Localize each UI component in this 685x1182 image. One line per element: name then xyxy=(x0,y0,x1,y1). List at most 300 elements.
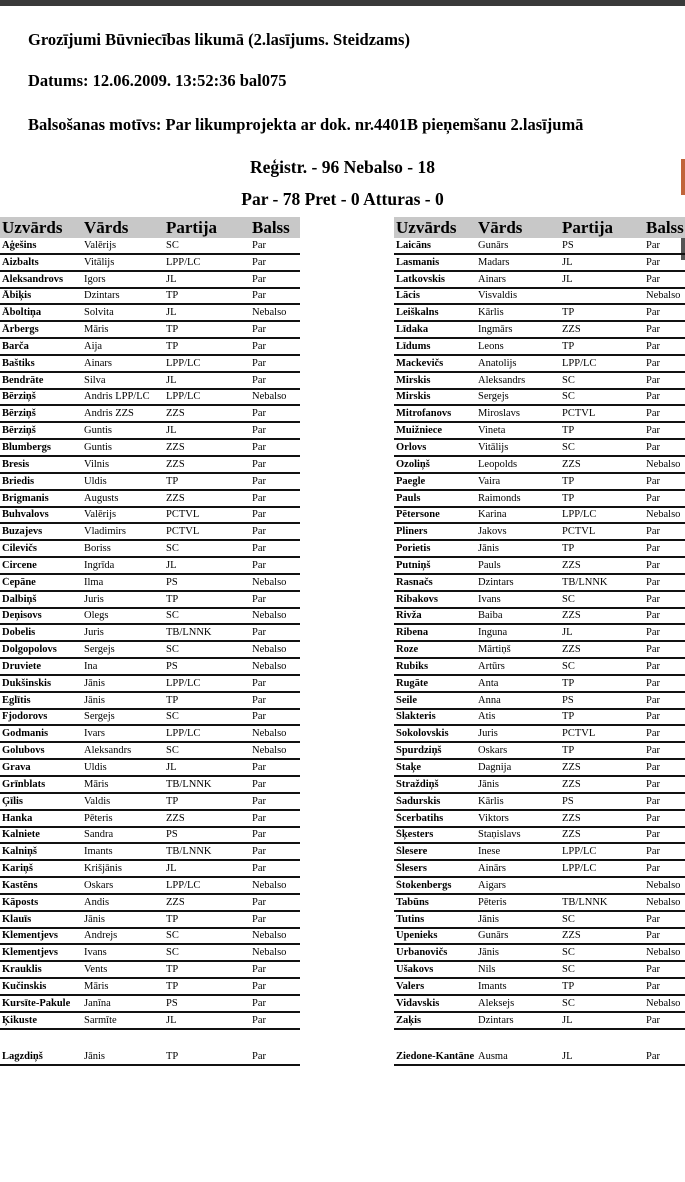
vote-cell: Par xyxy=(252,677,266,689)
party-cell: SC xyxy=(562,593,575,605)
party-cell: PS xyxy=(166,576,178,588)
table-row xyxy=(0,356,300,373)
surname-cell: Blumbergs xyxy=(2,441,52,453)
vote-cell: Par xyxy=(252,812,266,824)
surname-cell: Circene xyxy=(2,559,37,571)
name-cell: Ingrīda xyxy=(84,559,115,571)
party-cell: LPP/LC xyxy=(166,677,201,689)
table-row xyxy=(0,929,300,946)
surname-cell: Seile xyxy=(396,694,417,706)
name-cell: Anatolijs xyxy=(478,357,517,369)
name-cell: Gunārs xyxy=(478,239,509,251)
name-cell: Jānis xyxy=(84,677,105,689)
surname-cell: Hanka xyxy=(2,812,33,824)
table-row xyxy=(0,912,300,929)
header-party: Partija xyxy=(166,217,217,237)
party-cell: LPP/LC xyxy=(562,846,597,858)
party-cell: TP xyxy=(166,475,179,487)
surname-cell: Bendrāte xyxy=(2,374,44,386)
name-cell: Imants xyxy=(84,846,113,858)
party-cell: TP xyxy=(562,492,575,504)
vote-table-right xyxy=(394,217,685,1066)
summary-votes: Par - 78 Pret - 0 Atturas - 0 xyxy=(241,189,444,209)
name-cell: Silva xyxy=(84,374,106,386)
table-row xyxy=(0,406,300,423)
name-cell: Jānis xyxy=(84,1050,105,1062)
vote-cell: Par xyxy=(646,627,660,639)
surname-cell: Šcerbatihs xyxy=(396,812,444,824)
name-cell: Sandra xyxy=(84,829,114,841)
vote-cell: Nebalso xyxy=(252,745,287,757)
party-cell: JL xyxy=(166,559,177,571)
name-cell: Solvita xyxy=(84,307,114,319)
name-cell: Uldis xyxy=(84,762,107,773)
name-cell: Ina xyxy=(84,660,98,672)
name-cell: Olegs xyxy=(84,610,109,622)
surname-cell: Kariņš xyxy=(2,863,33,875)
vote-cell: Par xyxy=(252,762,266,773)
name-cell: Ivans xyxy=(84,947,107,959)
name-cell: Aleksejs xyxy=(478,997,515,1009)
vote-cell: Par xyxy=(646,576,660,588)
party-cell xyxy=(562,302,646,303)
party-cell: ZZS xyxy=(562,610,581,622)
name-cell: Leons xyxy=(478,340,504,352)
table-row xyxy=(394,945,685,962)
table-row xyxy=(0,575,300,592)
party-cell: PS xyxy=(562,795,574,807)
party-cell: TP xyxy=(562,425,575,437)
name-cell: Nils xyxy=(478,964,496,976)
vote-cell: Par xyxy=(646,492,660,504)
table-row xyxy=(0,423,300,440)
vote-cell: Par xyxy=(646,391,660,403)
vote-cell: Par xyxy=(252,913,266,925)
table-row xyxy=(0,659,300,676)
party-cell: SC xyxy=(562,391,575,403)
surname-cell: Laicāns xyxy=(396,239,432,251)
vote-cell: Par xyxy=(252,273,266,285)
party-cell: JL xyxy=(562,627,573,639)
table-row xyxy=(394,238,685,255)
surname-cell: Cilevičs xyxy=(2,543,37,555)
party-cell: SC xyxy=(166,610,179,622)
surname-cell: Mirskis xyxy=(396,391,431,403)
name-cell: Ingmārs xyxy=(478,324,513,336)
name-cell: Leopolds xyxy=(478,458,518,470)
table-row xyxy=(0,710,300,727)
name-cell: Imants xyxy=(478,980,507,992)
surname-cell: Ābiķis xyxy=(2,290,32,302)
surname-cell: Barča xyxy=(2,340,29,352)
surname-cell: Orlovs xyxy=(396,441,427,453)
name-cell: Vilnis xyxy=(84,458,110,470)
vote-cell: Par xyxy=(646,1014,660,1026)
name-cell: Vents xyxy=(84,964,108,976)
name-cell: Krišjānis xyxy=(84,863,122,875)
table-row xyxy=(394,912,685,929)
name-cell: Igors xyxy=(84,273,106,285)
motive-line: Balsošanas motīvs: Par likumprojekta ar dok. nr.4401B pieņemšanu 2.lasījumā xyxy=(28,115,584,134)
party-cell: JL xyxy=(166,863,177,875)
table-body xyxy=(394,238,685,1066)
surname-cell: Štokenbergs xyxy=(396,879,452,891)
vote-cell: Par xyxy=(646,256,660,268)
surname-cell: Ģīlis xyxy=(2,795,24,807)
name-cell: Valērijs xyxy=(84,509,117,521)
table-row xyxy=(394,844,685,861)
name-cell: Jakovs xyxy=(478,526,507,538)
header-surname: Uzvārds xyxy=(2,217,63,237)
surname-cell: Līdaka xyxy=(396,324,429,336)
surname-cell: Sokolovskis xyxy=(396,728,449,740)
surname-cell: Mitrofanovs xyxy=(396,408,452,420)
vote-cell: Par xyxy=(646,930,660,942)
name-cell: Andis xyxy=(84,896,110,908)
name-cell: Ilma xyxy=(84,576,104,588)
vote-cell: Par xyxy=(646,846,660,858)
vote-cell: Nebalso xyxy=(646,879,681,891)
vote-cell: Nebalso xyxy=(646,896,681,908)
surname-cell: Deņisovs xyxy=(2,610,42,622)
party-cell: TB/LNNK xyxy=(562,896,608,908)
table-row xyxy=(0,676,300,693)
table-row xyxy=(394,828,685,845)
vote-cell: Par xyxy=(646,239,660,251)
surname-cell: Fjodorovs xyxy=(2,711,48,723)
table-row xyxy=(0,592,300,609)
party-cell: PS xyxy=(562,239,574,251)
party-cell: PCTVL xyxy=(562,728,596,740)
table-row xyxy=(394,440,685,457)
surname-cell: Bērziņš xyxy=(2,391,36,403)
vote-cell: Par xyxy=(252,441,266,453)
surname-cell: Lācis xyxy=(396,290,420,302)
vote-cell: Par xyxy=(252,256,266,268)
vote-cell: Par xyxy=(646,273,660,285)
party-cell: SC xyxy=(166,543,179,555)
vote-cell: Par xyxy=(646,863,660,875)
surname-cell: Līdums xyxy=(396,340,431,352)
party-cell: TP xyxy=(562,677,575,689)
surname-cell: Ziedone-Kantāne xyxy=(396,1050,475,1062)
party-cell: TP xyxy=(562,475,575,487)
name-cell: Jānis xyxy=(84,913,105,925)
party-cell: PS xyxy=(562,694,574,706)
summary-registered: Reģistr. - 96 Nebalso - 18 xyxy=(249,157,436,177)
party-cell: SC xyxy=(562,913,575,925)
surname-cell: Eglītis xyxy=(2,694,31,706)
vote-cell: Par xyxy=(252,795,266,807)
table-row xyxy=(394,558,685,575)
vote-cell: Par xyxy=(252,425,266,437)
table-row xyxy=(394,777,685,794)
table-row xyxy=(0,1013,300,1030)
surname-cell: Buhvalovs xyxy=(2,509,49,521)
table-row xyxy=(0,541,300,558)
vote-cell: Par xyxy=(646,812,660,824)
table-row xyxy=(394,676,685,693)
vote-cell: Par xyxy=(252,526,266,538)
party-cell: JL xyxy=(166,307,177,319)
surname-cell: Klementjevs xyxy=(2,947,58,959)
party-cell: TP xyxy=(166,1050,179,1062)
vote-cell: Par xyxy=(646,644,660,656)
party-cell: LPP/LC xyxy=(166,256,201,268)
name-cell: Pauls xyxy=(478,559,501,571)
table-row xyxy=(394,289,685,306)
vote-cell: Nebalso xyxy=(252,947,287,959)
table-row xyxy=(394,322,685,339)
name-cell: Andris LPP/LC xyxy=(84,391,150,403)
vote-cell: Nebalso xyxy=(252,391,287,403)
vote-cell: Par xyxy=(252,980,266,992)
vote-cell: Par xyxy=(646,610,660,622)
party-cell: ZZS xyxy=(562,559,581,571)
table-row xyxy=(394,659,685,676)
vote-cell: Par xyxy=(252,324,266,336)
table-row xyxy=(394,474,685,491)
table-row xyxy=(394,895,685,912)
vote-cell: Par xyxy=(252,593,266,605)
party-cell: SC xyxy=(166,644,179,656)
party-cell: SC xyxy=(166,711,179,723)
name-cell: Sergejs xyxy=(84,711,115,723)
name-cell: Valdis xyxy=(84,795,111,807)
party-cell: TP xyxy=(562,543,575,555)
top-bar xyxy=(0,0,685,6)
name-cell: Aigars xyxy=(478,879,506,891)
party-cell: JL xyxy=(166,762,177,773)
name-cell: Jānis xyxy=(478,913,499,925)
surname-cell: Kursīte-Pakule xyxy=(2,997,71,1009)
vote-cell: Par xyxy=(252,374,266,386)
name-cell: Mārtiņš xyxy=(478,644,511,656)
header-party: Partija xyxy=(562,217,613,237)
party-cell: ZZS xyxy=(166,492,185,504)
vote-cell: Nebalso xyxy=(646,997,681,1009)
surname-cell: Lasmanis xyxy=(396,256,440,268)
table-row xyxy=(394,642,685,659)
surname-cell: Briedis xyxy=(2,475,35,487)
table-row xyxy=(0,895,300,912)
vote-cell: Par xyxy=(252,829,266,841)
table-row xyxy=(394,272,685,289)
vote-cell: Par xyxy=(646,559,660,571)
name-cell: Kārlis xyxy=(478,795,504,807)
party-cell: LPP/LC xyxy=(562,357,597,369)
party-cell: ZZS xyxy=(166,441,185,453)
vote-cell: Nebalso xyxy=(646,458,681,470)
vote-cell: Par xyxy=(252,778,266,790)
vote-cell: Par xyxy=(252,492,266,504)
surname-cell: Mackevičs xyxy=(396,357,444,369)
surname-cell: Aleksandrovs xyxy=(2,273,64,285)
surname-cell: Pliners xyxy=(396,526,428,538)
vote-cell: Par xyxy=(646,340,660,352)
table-row xyxy=(394,1030,685,1066)
name-cell: Karina xyxy=(478,509,507,521)
surname-cell: Dobelis xyxy=(2,627,36,639)
surname-cell: Upenieks xyxy=(396,930,438,942)
vote-cell: Nebalso xyxy=(252,644,287,656)
table-row xyxy=(0,609,300,626)
party-cell: TP xyxy=(166,913,179,925)
party-cell: ZZS xyxy=(562,644,581,656)
vote-cell: Nebalso xyxy=(646,509,681,521)
vote-cell: Par xyxy=(252,475,266,487)
surname-cell: Valers xyxy=(396,980,425,992)
name-cell: Vitālijs xyxy=(84,256,115,268)
vote-cell: Par xyxy=(646,795,660,807)
table-row xyxy=(0,878,300,895)
party-cell: JL xyxy=(562,1014,573,1026)
table-row xyxy=(394,811,685,828)
table-row xyxy=(394,996,685,1013)
header-name: Vārds xyxy=(478,217,523,237)
table-row xyxy=(0,322,300,339)
surname-cell: Latkovskis xyxy=(396,273,446,285)
table-row xyxy=(0,760,300,777)
surname-cell: Kalniete xyxy=(2,829,40,841)
name-cell: Guntis xyxy=(84,425,113,437)
table-row xyxy=(0,491,300,508)
name-cell: Anta xyxy=(478,677,499,689)
vote-cell: Par xyxy=(252,863,266,875)
surname-cell: Tutins xyxy=(396,913,425,925)
surname-cell: Klementjevs xyxy=(2,930,58,942)
party-cell: ZZS xyxy=(166,896,185,908)
surname-cell: Kalniņš xyxy=(2,846,38,858)
name-cell: Staņislavs xyxy=(478,829,521,841)
party-cell: JL xyxy=(166,1014,177,1026)
table-row xyxy=(394,508,685,525)
vote-cell: Par xyxy=(252,509,266,521)
vote-cell: Par xyxy=(252,543,266,555)
vote-cell: Par xyxy=(646,357,660,369)
table-row xyxy=(0,558,300,575)
table-body xyxy=(0,238,300,1066)
party-cell: ZZS xyxy=(562,812,581,824)
table-row xyxy=(0,777,300,794)
surname-cell: Pauls xyxy=(396,492,421,504)
surname-cell: Kučinskis xyxy=(2,980,47,992)
party-cell: TB/LNNK xyxy=(562,576,608,588)
table-row xyxy=(394,710,685,727)
table-row xyxy=(0,390,300,407)
surname-cell: Čepāne xyxy=(2,576,36,588)
name-cell: Inese xyxy=(478,846,501,858)
surname-cell: Ribena xyxy=(396,627,429,639)
party-cell: TP xyxy=(166,795,179,807)
surname-cell: Pētersone xyxy=(396,509,440,521)
party-cell: SC xyxy=(562,997,575,1009)
table-row xyxy=(394,373,685,390)
party-cell: PCTVL xyxy=(562,526,596,538)
vote-cell: Par xyxy=(252,1014,266,1026)
name-cell: Pēteris xyxy=(84,812,113,824)
table-row xyxy=(394,693,685,710)
party-cell: SC xyxy=(562,947,575,959)
table-row xyxy=(394,979,685,996)
name-cell: Dagnija xyxy=(478,762,512,773)
surname-cell: Bresis xyxy=(2,458,30,470)
party-cell: SC xyxy=(166,947,179,959)
vote-cell: Par xyxy=(646,778,660,790)
table-row xyxy=(0,693,300,710)
party-cell: JL xyxy=(562,1050,573,1062)
vote-cell: Par xyxy=(252,340,266,352)
surname-cell: Urbanovičs xyxy=(396,947,448,959)
table-row xyxy=(394,962,685,979)
name-cell: Ainars xyxy=(84,357,112,369)
name-cell: Juris xyxy=(84,593,104,605)
vote-cell: Par xyxy=(252,997,266,1009)
party-cell: SC xyxy=(166,745,179,757)
vote-cell: Nebalso xyxy=(252,660,287,672)
vote-cell: Par xyxy=(646,374,660,386)
vote-cell: Par xyxy=(252,239,266,251)
vote-cell: Nebalso xyxy=(252,930,287,942)
party-cell xyxy=(562,892,646,893)
table-row xyxy=(394,457,685,474)
surname-cell: Rasnačs xyxy=(396,576,433,588)
surname-cell: Bērziņš xyxy=(2,408,36,420)
party-cell: TP xyxy=(562,711,575,723)
name-cell: Jānis xyxy=(478,543,499,555)
party-cell: PS xyxy=(166,829,178,841)
name-cell: Ivars xyxy=(84,728,105,740)
vote-cell: Par xyxy=(646,441,660,453)
name-cell: Dzintars xyxy=(478,1014,514,1026)
vote-cell: Par xyxy=(252,1050,266,1062)
header-surname: Uzvārds xyxy=(396,217,457,237)
name-cell: Ivans xyxy=(478,593,501,605)
name-cell: Jānis xyxy=(84,694,105,706)
surname-cell: Šlesere xyxy=(396,846,428,858)
party-cell: TB/LNNK xyxy=(166,778,212,790)
table-row xyxy=(0,962,300,979)
surname-cell: Dalbiņš xyxy=(2,593,37,605)
table-row xyxy=(394,423,685,440)
name-cell: Jānis xyxy=(478,778,499,790)
vote-cell: Nebalso xyxy=(252,307,287,319)
party-cell: ZZS xyxy=(562,829,581,841)
table-row xyxy=(0,339,300,356)
surname-cell: Ozoliņš xyxy=(396,458,430,470)
party-cell: TP xyxy=(166,290,179,302)
table-row xyxy=(394,929,685,946)
surname-cell: Rivža xyxy=(396,610,422,622)
vote-cell: Par xyxy=(646,408,660,420)
vote-cell: Par xyxy=(252,846,266,858)
surname-cell: Bērziņš xyxy=(2,425,36,437)
vote-cell: Nebalso xyxy=(252,728,287,740)
table-row xyxy=(0,272,300,289)
vote-cell: Par xyxy=(646,660,660,672)
header-vote: Balss xyxy=(646,217,684,237)
side-marker xyxy=(681,159,685,195)
surname-cell: Lagzdiņš xyxy=(2,1050,43,1062)
party-cell: TP xyxy=(166,340,179,352)
surname-cell: Šķesters xyxy=(396,829,434,841)
table-row xyxy=(394,356,685,373)
table-row xyxy=(0,726,300,743)
name-cell: Raimonds xyxy=(478,492,521,504)
surname-cell: Rubiks xyxy=(396,660,429,672)
party-cell: TP xyxy=(166,980,179,992)
vote-cell: Par xyxy=(646,526,660,538)
